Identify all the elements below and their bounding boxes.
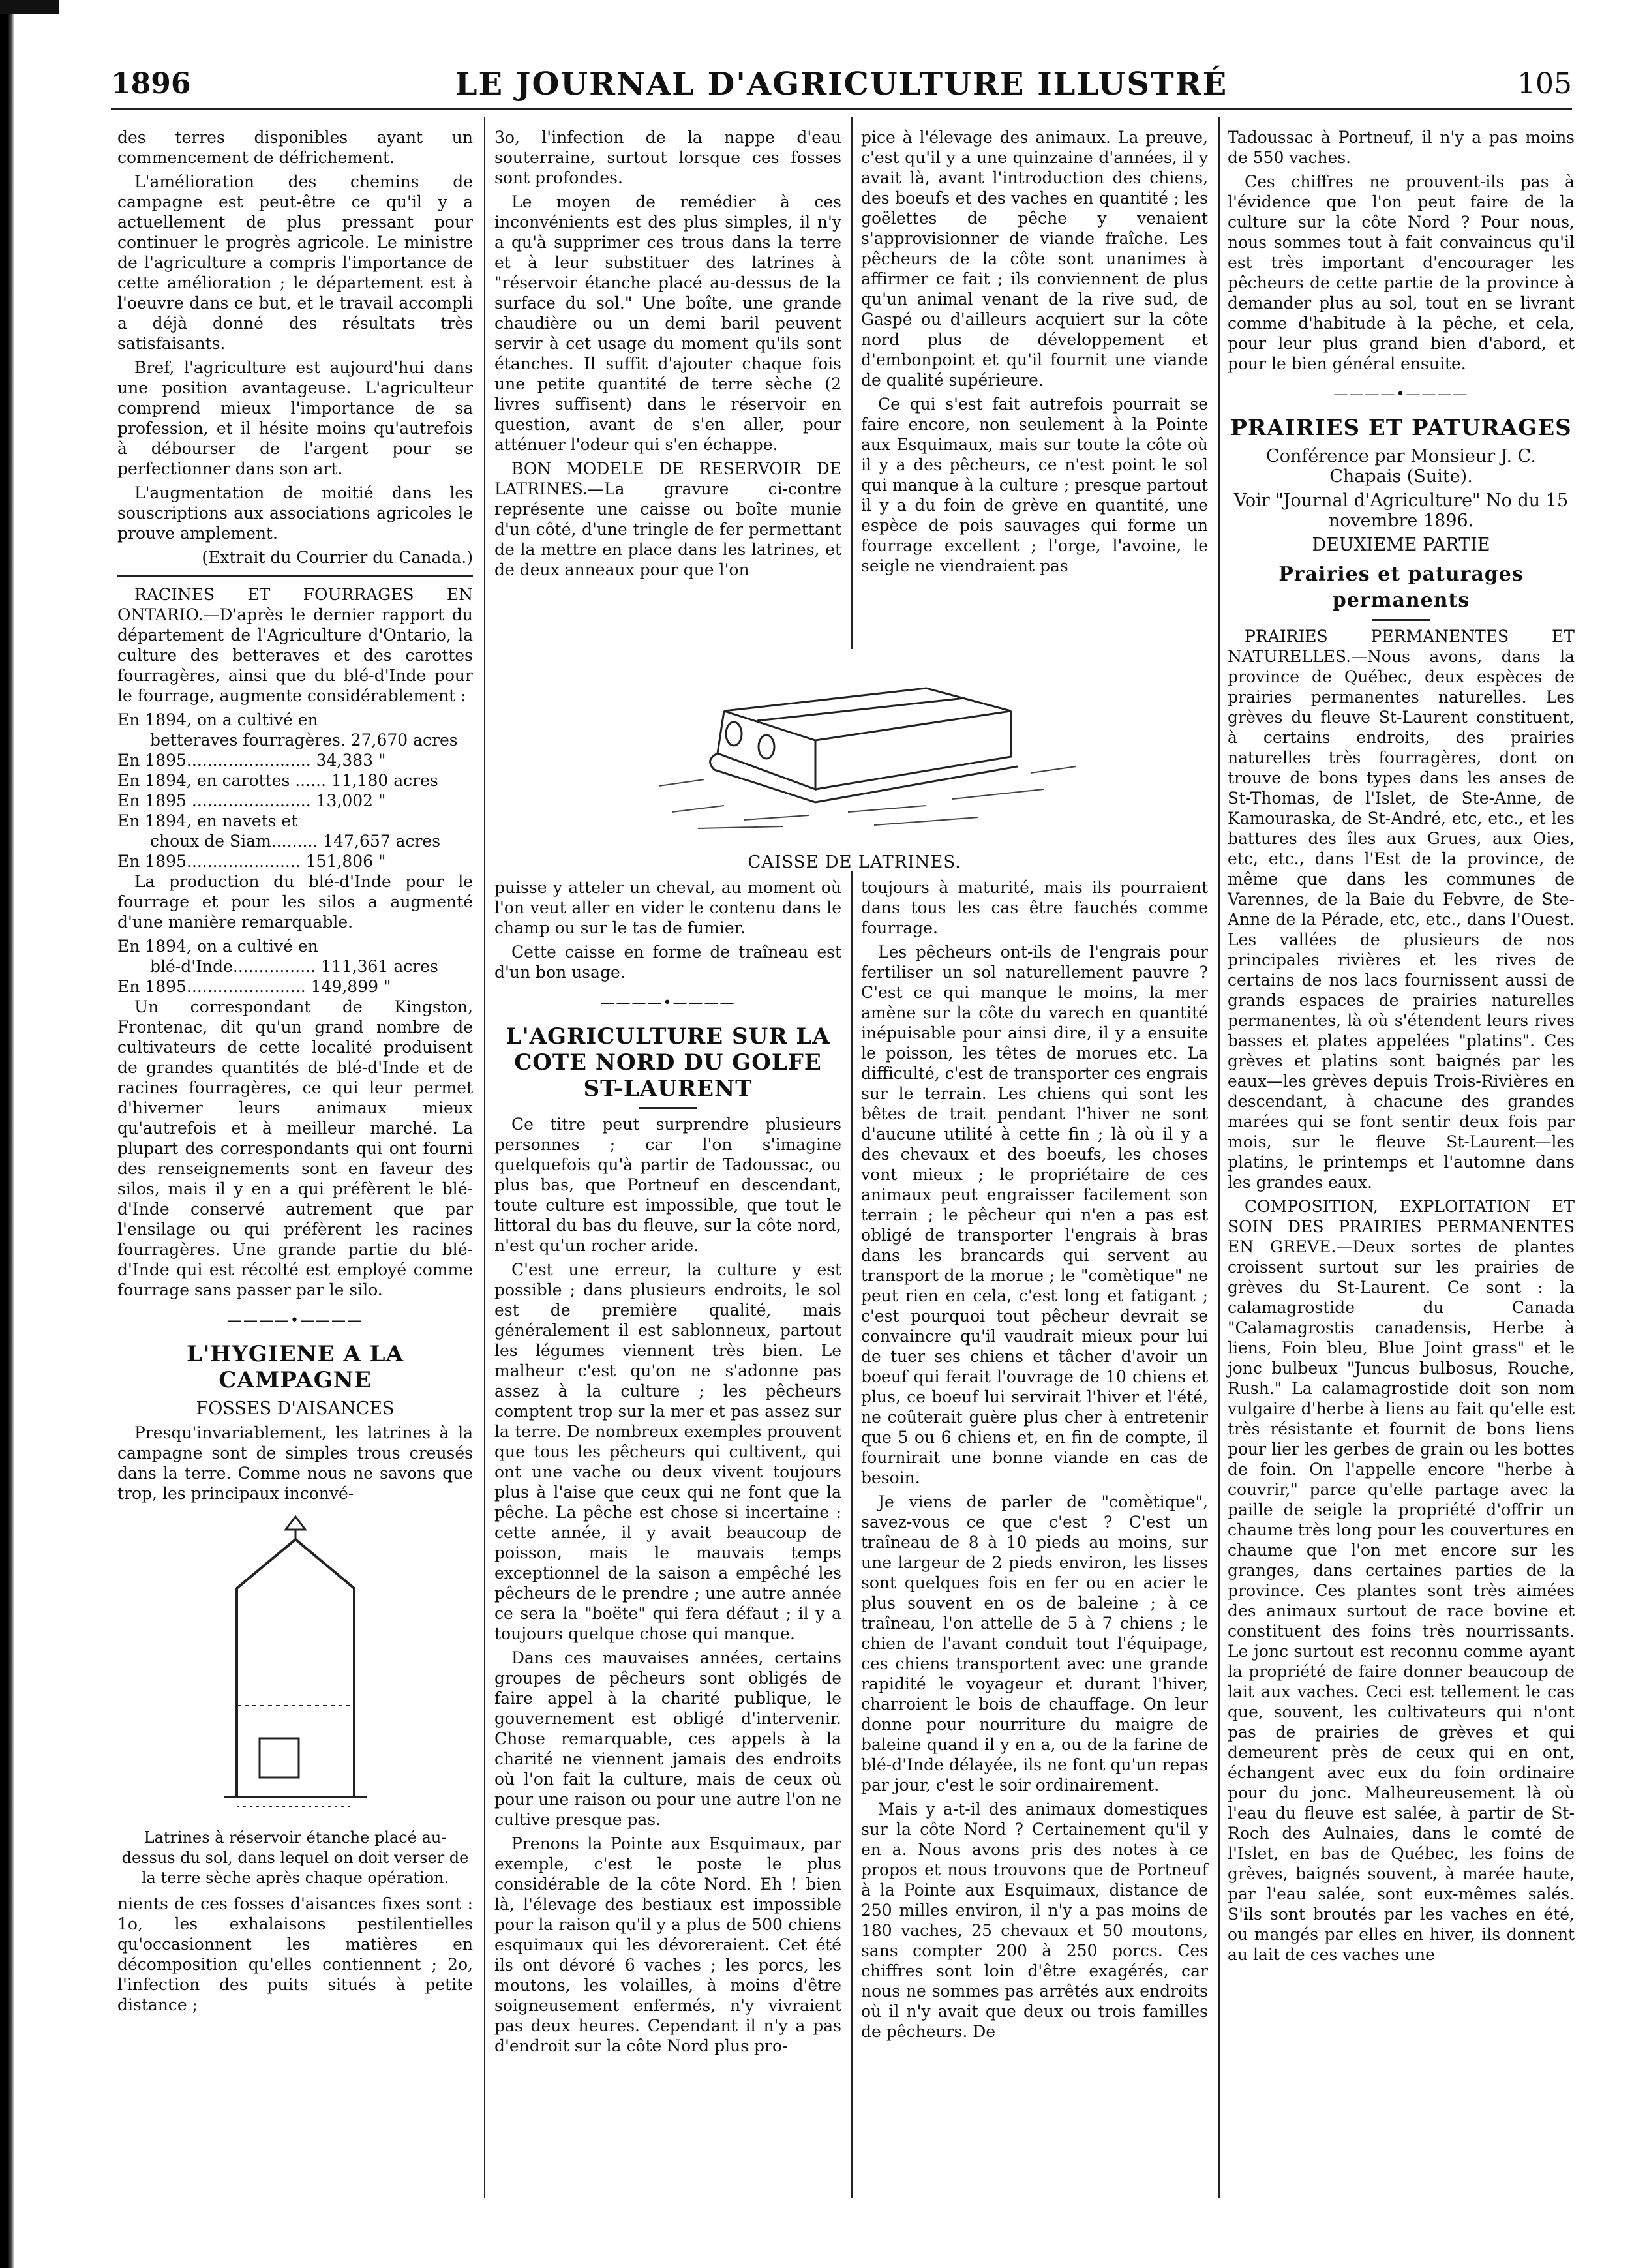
paragraph: L'augmentation de moitié dans les souscriptions aux associations agricoles le prouve amplement. xyxy=(117,483,473,543)
column-3 xyxy=(861,127,1208,580)
paragraph: pice à l'élevage des animaux. La preuve, c'est qu'il y a une quinzaine d'années, il y avait là, avant l'introduction des chiens, des boeufs et des vaches en quantité ; les goëlettes de pêche y venaient s'approvisionner de viande fraîche. Les pêcheurs de la côte sont unanimes à affirmer ce fait ; ils conviennent de plus qu'un animal venant de la rive sud, de Gaspé ou d'ailleurs acquiert sur la côte nord plus de développement et d'embonpoint et qu'il fournit une viande de qualité supérieure. xyxy=(861,128,1208,389)
paragraph: COMPOSITION, EXPLOITATION ET SOIN DES PRAIRIES PERMANENTES EN GREVE.—Deux sortes de plantes croissent surtout sur les prairies de grèves du St-Laurent. Ce sont : la calamagrostide du Canada "Calamagrostis canadensis, Herbe à liens, Foin bleu, Blue Joint grass" et le jonc bulbeux "Juncus bulbosus, Rouche, Rush." La calamagrostide doit son nom vulgaire d'herbe à liens au fait qu'elle est très résistante et fournit de bons liens pour lier les gerbes de grain ou les bottes de foin. On l'appelle encore "herbe à couvrir," parce qu'elle partage avec la paille de seigle la propriété d'offrir un chaume très long pour les couvertures en chaume que l'on met encore sur les granges, dans certaines parties de la province. Ces plantes sont très aimées des animaux surtout de race bovine et constituent des foins très nourrissants. Le jonc surtout est reconnu comme ayant la propriété de faire donner beaucoup de lait aux vaches. Ceci est tellement le cas que, souvent, les cultivateurs qui n'ont pas de prairies de grèves et qui demeurent près de ceux qui en ont, échangent avec eux du foin ordinaire pour du jonc. Malheureusement là où l'eau du fleuve est salée, à partir de St-Roch des Aulnaies, dans le comté de l'Islet, en bas de Québec, les foins de grèves, baignés souvent, à marée haute, par l'eau salée, sont eux-mêmes salés. S'ils sont broutés par les vaches en été, ou mangés par elles en hiver, ils donnent au lait de ces vaches une xyxy=(1228,1197,1575,1964)
stat-line: En 1895....................... 149,899 " xyxy=(117,977,391,996)
scan-border xyxy=(0,0,14,2268)
ornament-divider: ————•———— xyxy=(1333,386,1469,402)
paragraph: BON MODELE DE RESERVOIR DE LATRINES.—La gravure ci-contre représente une caisse ou boîte munie d'un côté, d'une tringle de fer permettant de la mettre en place dans les latrines, et de deux anneaux pour que l'on xyxy=(494,459,841,579)
stat-line: En 1894, on a cultivé en xyxy=(117,710,318,729)
paragraph: Les pêcheurs ont-ils de l'engrais pour fertiliser un sol naturellement pauvre ? C'est ce qui manque le moins, la mer amène sur la côte du varech en quantité inépuisable pour ainsi dire, il y a ensuite le poisson, les têtes de morues etc. La difficulté, c'est de transporter ces engrais sur le terrain. Les chiens qui sont les bêtes de trait pendant l'hiver ne sont d'aucune utilité à cette fin ; là où il y a des chevaux et des boeufs, les choses vont mieux ; le propriétaire de ces animaux peut engraisser facilement son terrain ; le pêcheur qui n'en a pas est obligé de transporter l'engrais à bras dans les brancards qui servent au transport de la morue ; le "comètique" ne peut rien en cela, c'est long et fatigant ; c'est pourquoi tout pêcheur devrait se convaincre qu'il vaudrait mieux pour lui de tuer ses chiens et tâcher d'avoir un boeuf qui ferait l'ouvrage de 10 chiens et plus, ce boeuf lui servirait l'hiver et l'été, ne coûterait guère plus cher à entretenir que 5 ou 6 chiens et, en fin de compte, il fournirait une bonne viande en cas de besoin. xyxy=(861,943,1208,1487)
column-2-continued xyxy=(494,877,841,2060)
header-title: LE JOURNAL D'AGRICULTURE ILLUSTRÉ xyxy=(455,66,1228,102)
conference-line: Conférence par Monsieur J. C. Chapais (Suite). xyxy=(1266,446,1536,487)
paragraph: Mais y a-t-il des animaux domestiques sur la côte Nord ? Certainement qu'il y en a. Nous avons pris des notes à ce propos et nous trouvons que de Portneuf à la Pointe aux Esquimaux, distance de 250 milles environ, il n'y a pas moins de 180 vaches, 25 chevaux et 50 moutons, sans compter 200 à 250 porcs. Ces chiffres sont loin d'être exagérés, car nous ne sommes pas arrêtés aux endroits où il n'y avait que deux ou trois familles de pêcheurs. De xyxy=(861,1800,1208,2041)
figure-caption: CAISSE DE LATRINES. xyxy=(748,853,961,872)
paragraph: Le moyen de remédier à ces inconvénients est des plus simples, il n'y a qu'à supprimer ces trous dans la terre et à leur substituer des latrines à "réservoir étanche placé au-dessus de la surface du sol." Une boîte, une grande chaudière ou un demi baril peuvent servir à cet usage du moment qu'ils sont étanches. Il suffit d'ajouter chaque fois une petite quantité de terre sèche (2 livres suffisent) dans le réservoir en question, avant de s'en aller, pour atténuer l'odeur qui s'en échappe. xyxy=(494,192,841,454)
stat-line: betteraves fourragères. 27,670 acres xyxy=(150,731,458,749)
stat-line: En 1894, on a cultivé en xyxy=(117,937,318,956)
stat-line: En 1894, en carottes ...... 11,180 acres xyxy=(117,771,438,790)
paragraph: des terres disponibles ayant un commencement de défrichement. xyxy=(117,128,473,167)
paragraph: La production du blé-d'Inde pour le fourrage et pour les silos a augmenté d'une manière remarquable. xyxy=(117,872,473,931)
column-rule xyxy=(484,117,485,2198)
scan-corner-mark xyxy=(0,0,59,14)
column-4 xyxy=(1228,127,1575,1969)
header-year: 1896 xyxy=(111,67,191,100)
stat-line: blé-d'Inde................ 111,361 acres xyxy=(150,957,438,976)
stat-line: En 1895........................ 34,383 " xyxy=(117,751,386,770)
figure-caption: Latrines à réservoir étanche placé au-dessus du sol, dans lequel on doit verser de la terre sèche après chaque opération. xyxy=(121,1828,469,1887)
stat-line: En 1895...................... 151,806 " xyxy=(117,852,386,871)
section-title: L'AGRICULTURE SUR LA COTE NORD DU GOLFE ST-LAURENT xyxy=(506,1023,830,1102)
caisse-illustration xyxy=(509,649,1200,871)
section-title: PRAIRIES ET PATURAGES xyxy=(1230,415,1572,441)
separator xyxy=(117,575,473,577)
paragraph: puisse y atteler un cheval, au moment où l'on veut aller en vider le contenu dans le champ ou sur le tas de fumier. xyxy=(494,878,841,937)
paragraph: toujours à maturité, mais ils pourraient dans tous les cas être fauchés comme fourrage. xyxy=(861,878,1208,937)
paragraph: RACINES ET FOURRAGES EN ONTARIO.—D'après le dernier rapport du département de l'Agriculture d'Ontario, la culture des betteraves et des carottes fourragères, ainsi que du blé-d'Inde pour le fourrage, augmente considérablement : xyxy=(117,585,473,705)
ornament-divider: ————•———— xyxy=(228,1312,363,1329)
title-underline xyxy=(639,1107,697,1109)
column-rule xyxy=(851,117,853,2198)
stat-line: En 1894, en navets et xyxy=(117,811,298,830)
paragraph: Un correspondant de Kingston, Frontenac, dit qu'un grand nombre de cultivateurs de cette localité produisent de grandes quantités de blé-d'Inde et de racines fourragères, ce qui leur permet d'hiverner leurs animaux mieux qu'autrefois et à meilleur marché. La plupart des correspondants qui ont fourni des renseignements sont en faveur des silos, mais il y en a qui préfèrent le blé-d'Inde conservé autrement que par l'ensilage ou qui préfèrent les racines fourragères. Une grande partie du blé-d'Inde qui est récolté est employé comme fourrage sans passer par le silo. xyxy=(117,997,473,1299)
page-header xyxy=(111,62,1572,110)
stat-line: choux de Siam......... 147,657 acres xyxy=(150,832,441,851)
sled-box-drawing xyxy=(509,649,1200,845)
paragraph: Tadoussac à Portneuf, il n'y a pas moins de 550 vaches. xyxy=(1228,128,1575,167)
source-credit: (Extrait du Courrier du Canada.) xyxy=(202,548,473,567)
section-title: L'HYGIENE A LA CAMPAGNE xyxy=(187,1341,404,1393)
ornament-divider: ————•———— xyxy=(600,995,736,1011)
paragraph: C'est une erreur, la culture y est possible ; dans plusieurs endroits, le sol est de première qualité, mais généralement il est sablonneux, partout les légumes viennent très bien. Le malheur c'est qu'on ne s'adonne pas assez à la culture ; les pêcheurs comptent trop sur la mer et pas assez sur la terre. De nombreux exemples prouvent que tous les pêcheurs qui cultivent, qui ont une vache ou deux vivent toujours plus à l'aise que ceux qui ne font que la pêche. La pêche est chose si incertaine : cette année, il y avait beaucoup de poisson, mais le mauvais temps exceptionnel de la saison a empêché les pêcheurs de le prendre ; une autre année ce sera la "boëte" qui fera défaut ; il y a toujours quelque chose qui manque. xyxy=(494,1260,841,1643)
header-page-number: 105 xyxy=(1517,67,1572,100)
part-heading: DEUXIEME PARTIE xyxy=(1312,535,1490,555)
paragraph: Cette caisse en forme de traîneau est d'un bon usage. xyxy=(494,943,841,982)
paragraph: PRAIRIES PERMANENTES ET NATURELLES.—Nous avons, dans la province de Québec, deux espèces de prairies permanentes naturelles. Les grèves du fleuve St-Laurent constituent, à certains endroits, des prairies naturelles très fourragères, dont on trouve de bons types dans les anses de St-Thomas, de l'Islet, de Ste-Anne, de Kamouraska, de St-André, etc, etc., et les battures des îles aux Grues, aux Oies, etc, etc., dans l'Est de la province, de même que dans les communes de Varennes, de la Baie du Febvre, de Ste-Anne de la Pérade, etc, etc., dans l'Ouest. Les vallées de plusieurs de nos principales rivières et les rives de certains de nos lacs fournissent aussi de grands espaces de prairies naturelles permanentes, là où s'étendent leurs rives basses et plates appelées "platins". Ces grèves et platins sont baignés par les eaux—les grèves depuis Trois-Rivières en descendant, à chacune des grandes marées qui se font sentir deux fois par mois, sur le fleuve St-Laurent—les platins, le printemps et l'automne dans les grandes eaux. xyxy=(1228,627,1575,1192)
paragraph: 3o, l'infection de la nappe d'eau souterraine, surtout lorsque ces fosses sont profondes. xyxy=(494,128,841,187)
paragraph: Dans ces mauvaises années, certains groupes de pêcheurs sont obligés de faire appel à la charité publique, le gouvernement est obligé d'intervenir. Chose remarquable, ces appels à la charité ne viennent jamais des endroits où l'on fait la culture, mais de ceux où pour une raison ou pour une autre l'on ne cultive presque pas. xyxy=(494,1648,841,1829)
column-rule xyxy=(1218,117,1220,2198)
reference-line: Voir "Journal d'Agriculture" No du 15 novembre 1896. xyxy=(1233,491,1569,531)
subsection-title: Prairies et paturages permanents xyxy=(1278,563,1524,612)
latrine-drawing xyxy=(198,1510,393,1817)
paragraph: Je viens de parler de "comètique", savez-vous ce que c'est ? C'est un traîneau de 8 à 10 pieds au moins, sur une largeur de 2 pieds environ, les lisses sont quelques fois en fer ou en acier le plus souvent en os de baleine ; à ce traîneau, l'on attelle de 5 à 7 chiens ; le chien de l'avant conduit tout l'équipage, ces chiens transportent avec une grande rapidité le voyageur et durant l'hiver, charroient le bois de chauffage. On leur donne pour nourriture du maigre de baleine quand il y en a, ou de la farine de blé-d'Inde délayée, ils ne font qu'un repas par jour, c'est le soir ordinairement. xyxy=(861,1492,1208,1794)
paragraph: nients de ces fosses d'aisances fixes sont : 1o, les exhalaisons pestilentielles qu'occasionnent les matières en décomposition qu'elles contiennent ; 2o, l'infection des puits situés à petite distance ; xyxy=(117,1894,473,2014)
section-subtitle: FOSSES D'AISANCES xyxy=(196,1399,395,1419)
paragraph: L'amélioration des chemins de campagne est peut-être ce qu'il y a actuellement de plus pressant pour continuer le progrès agricole. Le ministre de l'agriculture a compris l'importance de cette amélioration ; le département est à l'oeuvre dans ce but, et le travail accompli a déjà donné des résultats très satisfaisants. xyxy=(117,172,473,353)
paragraph: Ces chiffres ne prouvent-ils pas à l'évidence que l'on peut faire de la culture sur la côte Nord ? Pour nous, nous sommes tout à fait convaincus qu'il est très important d'encourager les pêcheurs de cette partie de la province à demander plus au sol, tout en se livrant comme d'habitude à la pêche, et cela, pour leur plus grand bien d'abord, et pour le bien général ensuite. xyxy=(1228,172,1575,373)
latrine-illustration xyxy=(117,1510,473,1821)
title-underline xyxy=(1372,619,1430,621)
paragraph: Bref, l'agriculture est aujourd'hui dans une position avantageuse. L'agriculteur comprend mieux l'importance de sa profession, et il hésite moins qu'autrefois à débourser de l'argent pour se perfectionner dans son art. xyxy=(117,358,473,478)
paragraph: Ce titre peut surprendre plusieurs personnes ; car l'on s'imagine quelquefois qu'à partir de Tadoussac, ou plus bas, que Portneuf en descendant, toute culture est impossible, que tout le littoral du bas du fleuve, sur la côte nord, n'est qu'un rocher aride. xyxy=(494,1115,841,1255)
paragraph: Prenons la Pointe aux Esquimaux, par exemple, c'est le poste le plus considérable de la côte Nord. Eh ! bien là, l'élevage des bestiaux est impossible pour la raison qu'il y a plus de 500 chiens esquimaux qui les dévoreraient. Cet été ils ont dévoré 6 vaches ; les porcs, les moutons, les volailles, à moins d'être soigneusement enfermés, n'y vivraient pas deux heures. Cependant il n'y a pas d'endroit sur la côte Nord plus pro- xyxy=(494,1834,841,2055)
paragraph: Presqu'invariablement, les latrines à la campagne sont de simples trous creusés dans la terre. Comme nous ne savons que trop, les principaux inconvé- xyxy=(117,1423,473,1503)
column-1 xyxy=(117,127,473,2019)
paragraph: Ce qui s'est fait autrefois pourrait se faire encore, non seulement à la Pointe aux Esquimaux, mais sur toute la côte où il y a des pêcheurs, ce n'est point le sol qui manque à la culture ; presque partout il y a du foin de grève en quantité, une espèce de pois sauvages qui forme un fourrage excellent ; l'orge, l'avoine, le seigle ne viendraient pas xyxy=(861,395,1208,575)
column-3-continued xyxy=(861,877,1208,2046)
column-2 xyxy=(494,127,841,584)
stat-line: En 1895 ....................... 13,002 " xyxy=(117,791,386,810)
